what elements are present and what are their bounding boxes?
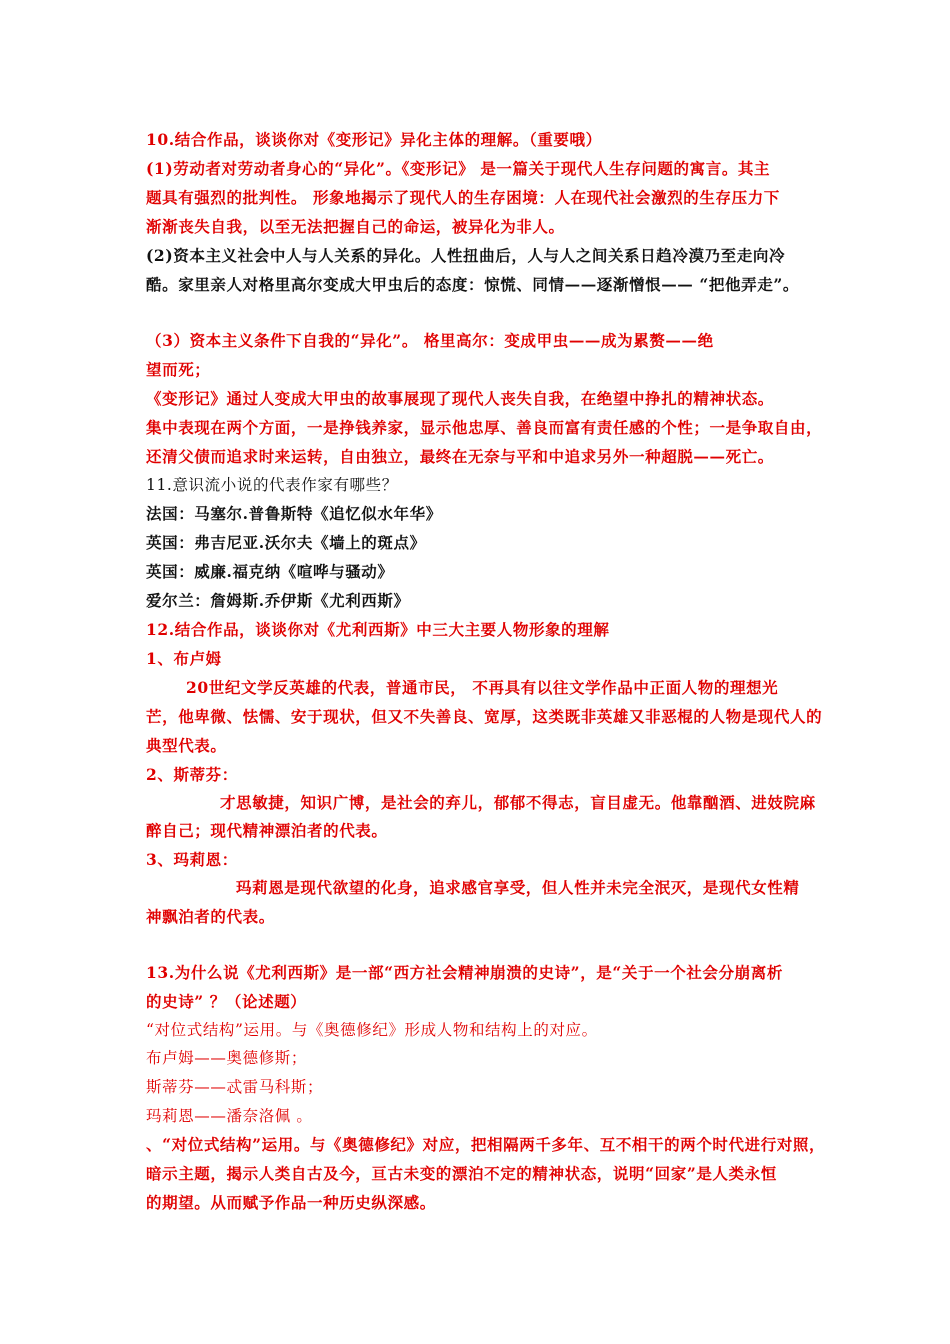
q12-marion-line2: 神飘泊者的代表。	[146, 907, 275, 926]
q13-heading-line2: 的史诗” ？（论述题）	[146, 992, 307, 1011]
q10-point1-line3: 渐渐丧失自我，以至无法把握自己的命运，被异化为非人。	[146, 217, 565, 236]
q12-stephen-line2: 醉自己；现代精神漂泊者的代表。	[146, 821, 388, 840]
q12-marion-heading: 3、玛莉恩：	[146, 850, 238, 869]
q10-summary-line3: 还清父债而追求时来运转，自由独立，最终在无奈与平和中追求另外一种超脱——死亡。	[146, 447, 774, 466]
q12-stephen-line1: 才思敏捷，知识广博，是社会的弃儿，郁郁不得志，盲目虚无。他靠酗酒、进妓院麻	[220, 793, 816, 812]
q12-stephen-heading: 2、斯蒂芬：	[146, 765, 238, 784]
q13-pair-marion: 玛莉恩——潘奈洛佩 。	[146, 1107, 313, 1125]
q10-summary-line1: 《变形记》通过人变成大甲虫的故事展现了现代人丧失自我，在绝望中挣扎的精神状态。	[146, 389, 774, 408]
q12-bloom-line3: 典型代表。	[146, 736, 227, 755]
q11-author-faulkner: 英国：威廉.福克纳《喧哗与骚动》	[146, 562, 394, 581]
q13-structure-intro: “对位式结构”运用。与《奥德修纪》形成人物和结构上的对应。	[146, 1021, 598, 1039]
q11-author-ireland: 爱尔兰：詹姆斯.乔伊斯《尤利西斯》	[146, 591, 410, 610]
q13-heading-line1: 13.为什么说《尤利西斯》是一部“西方社会精神崩溃的史诗”，是“关于一个社会分崩离析	[146, 963, 783, 982]
q10-point3-line1: （3）资本主义条件下自我的“异化”。 格里高尔：变成甲虫——成为累赘——绝	[146, 331, 714, 350]
q10-point1-line2: 题具有强烈的批判性。 形象地揭示了现代人的生存困境：人在现代社会激烈的生存压力下	[146, 188, 780, 207]
q13-answer-line1: 、“对位式结构”运用。与《奥德修纪》对应，把相隔两千多年、互不相干的两个时代进行对照，	[146, 1135, 826, 1154]
q13-pair-stephen: 斯蒂芬——忒雷马科斯；	[146, 1078, 324, 1096]
q13-answer-line3: 的期望。从而赋予作品一种历史纵深感。	[146, 1193, 436, 1212]
q13-answer-line2: 暗示主题，揭示人类自古及今，亘古未变的漂泊不定的精神状态，说明“回家”是人类永恒	[146, 1164, 777, 1183]
q10-heading: 10.结合作品，谈谈你对《变形记》异化主体的理解。（重要哦）	[146, 130, 602, 149]
q11-author-france: 法国：马塞尔.普鲁斯特《追忆似水年华》	[146, 504, 442, 523]
q12-bloom-line2: 芒，他卑微、怯懦、安于现状，但又不失善良、宽厚，这类既非英雄又非恶棍的人物是现代人的	[146, 707, 823, 726]
q12-marion-line1: 玛莉恩是现代欲望的化身，追求感官享受，但人性并未完全泯灭，是现代女性精	[236, 878, 800, 897]
q11-author-uk-woolf: 英国：弗吉尼亚.沃尔夫《墙上的斑点》	[146, 533, 426, 552]
q10-summary-line2: 集中表现在两个方面，一是挣钱养家，显示他忠厚、善良而富有责任感的个性；一是争取自由，	[146, 418, 823, 437]
q11-heading: 11.意识流小说的代表作家有哪些？	[146, 476, 398, 494]
q12-bloom-heading: 1、布卢姆	[146, 649, 222, 668]
q10-point3-line2: 望而死；	[146, 360, 211, 379]
q12-bloom-line1: 20世纪文学反英雄的代表，普通市民， 不再具有以往文学作品中正面人物的理想光	[186, 678, 779, 697]
q10-point2-line2: 酷。家里亲人对格里高尔变成大甲虫后的态度：惊慌、同情——逐渐憎恨—— “把他弄走”。	[146, 275, 799, 294]
q13-pair-bloom: 布卢姆——奥德修斯；	[146, 1049, 308, 1067]
q10-point1-line1: (1)劳动者对劳动者身心的“异化”。《变形记》 是一篇关于现代人生存问题的寓言。其主	[146, 159, 771, 178]
q12-heading: 12.结合作品，谈谈你对《尤利西斯》中三大主要人物形象的理解	[146, 620, 610, 639]
q10-point2-line1: (2)资本主义社会中人与人关系的异化。人性扭曲后，人与人之间关系日趋冷漠乃至走向冷	[146, 246, 786, 265]
